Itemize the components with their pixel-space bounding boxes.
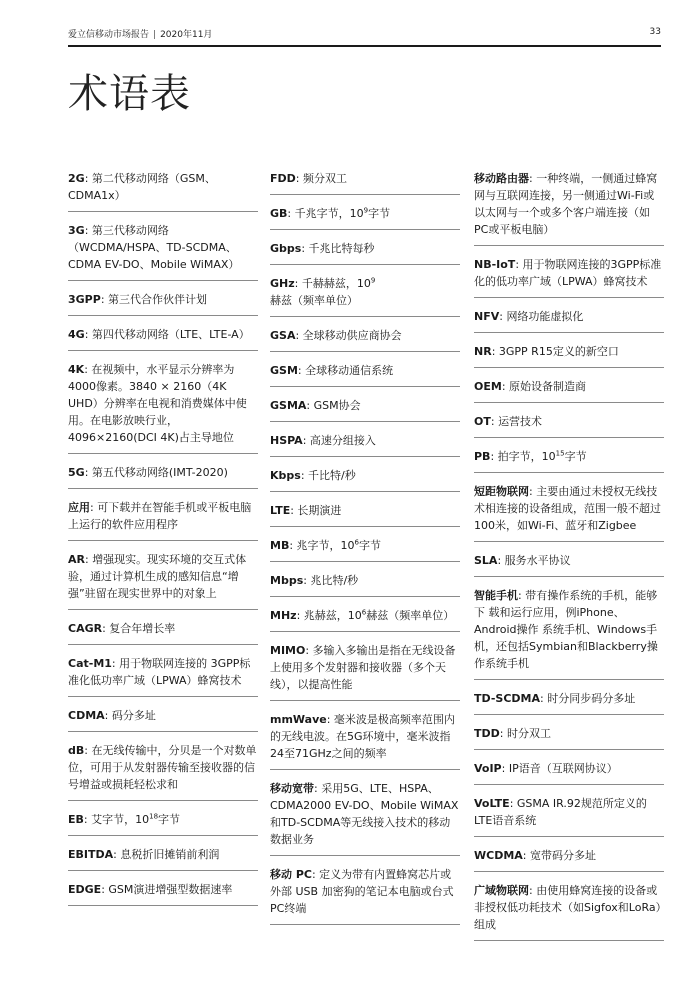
glossary-entry: CAGR: 复合年增长率	[68, 617, 258, 645]
glossary-term: mmWave	[270, 713, 327, 726]
glossary-term: 5G	[68, 466, 85, 479]
glossary-entry: MIMO: 多输入多输出是指在无线设备上使用多个发射器和接收器（多个天线），以提高性能	[270, 639, 460, 701]
glossary-definition: 拍字节，10	[497, 450, 556, 463]
glossary-definition: 定义为带有内置蜂窝芯片或外部 USB 加密狗的笔记本电脑或台式PC终端	[270, 868, 454, 915]
glossary-term: 3GPP	[68, 293, 101, 306]
glossary-definition: IP语音（互联网协议）	[508, 762, 618, 775]
glossary-entry: GSMA: GSM协会	[270, 394, 460, 422]
glossary-entry: AR: 增强现实。现实环境的交互式体验，通过计算机生成的感知信息“增强”驻留在现实世界中的对象上	[68, 548, 258, 610]
header-rule	[68, 45, 661, 47]
glossary-entry: GSM: 全球移动通信系统	[270, 359, 460, 387]
glossary-term: Mbps	[270, 574, 304, 587]
exponent: 6	[361, 608, 367, 617]
glossary-entry: Gbps: 千兆比特每秒	[270, 237, 460, 265]
glossary-entry: 3G: 第三代移动网络（WCDMA/HSPA、TD-SCDMA、CDMA EV-DO、Mobile WiMAX）	[68, 219, 258, 281]
glossary-term: VoLTE	[474, 797, 510, 810]
glossary-term: 4G	[68, 328, 85, 341]
glossary-entry: 3GPP: 第三代合作伙伴计划	[68, 288, 258, 316]
glossary-entry: OEM: 原始设备制造商	[474, 375, 664, 403]
glossary-definition: 第五代移动网络(IMT-2020)	[91, 466, 228, 479]
glossary-entry: 移动宽带: 采用5G、LTE、HSPA、CDMA2000 EV-DO、Mobile WiMAX和TD-SCDMA等无线接入技术的移动数据业务	[270, 777, 460, 856]
glossary-entry: 5G: 第五代移动网络(IMT-2020)	[68, 461, 258, 489]
glossary-entry: 应用: 可下载并在智能手机或平板电脑上运行的软件应用程序	[68, 496, 258, 541]
glossary-term: 广域物联网	[474, 884, 529, 897]
glossary-definition: 第二代移动网络（GSM、CDMA1x）	[68, 172, 216, 202]
glossary-term: GSMA	[270, 399, 307, 412]
glossary-entry: Mbps: 兆比特/秒	[270, 569, 460, 597]
glossary-definition: 高速分组接入	[309, 434, 376, 447]
page-header	[68, 27, 661, 41]
glossary-definition: 千兆比特每秒	[308, 242, 375, 255]
glossary-term: OT	[474, 415, 491, 428]
glossary-entry: 移动 PC: 定义为带有内置蜂窝芯片或外部 USB 加密狗的笔记本电脑或台式PC终端	[270, 863, 460, 925]
glossary-definition: 时分双工	[506, 727, 551, 740]
glossary-term: SLA	[474, 554, 498, 567]
glossary-definition-suffix: 赫兹（频率单位）	[366, 609, 455, 622]
glossary-entry: 短距物联网: 主要由通过未授权无线技术相连接的设备组成，范围一般不超过100米，如Wi-Fi、蓝牙和Zigbee	[474, 480, 664, 542]
glossary-term: GSA	[270, 329, 296, 342]
glossary-definition: GSM协会	[313, 399, 361, 412]
glossary-term: 短距物联网	[474, 485, 529, 498]
glossary-definition: 时分同步码分多址	[547, 692, 636, 705]
glossary-term: OEM	[474, 380, 502, 393]
glossary-entry: NB-IoT: 用于物联网连接的3GPP标准化的低功率广域（LPWA）蜂窝技术	[474, 253, 664, 298]
glossary-entry: CDMA: 码分多址	[68, 704, 258, 732]
glossary-definition: 原始设备制造商	[509, 380, 587, 393]
glossary-definition: 用于物联网连接的 3GPP标准化低功率广域（LPWA）蜂窝技术	[68, 657, 251, 687]
glossary-term: WCDMA	[474, 849, 523, 862]
glossary-definition: 第三代合作伙伴计划	[108, 293, 208, 306]
glossary-term: EDGE	[68, 883, 102, 896]
glossary-definition: 兆赫兹，10	[303, 609, 362, 622]
glossary-entry: GHz: 千赫赫兹，$10^9$赫兹（频率单位）	[270, 272, 460, 317]
glossary-entry: VoLTE: GSMA IR.92规范所定义的LTE语音系统	[474, 792, 664, 837]
glossary-term: VoIP	[474, 762, 502, 775]
glossary-entry: SLA: 服务水平协议	[474, 549, 664, 577]
glossary-term: TDD	[474, 727, 500, 740]
glossary-definition: 码分多址	[111, 709, 156, 722]
glossary-definition: GSMA IR.92规范所定义的LTE语音系统	[474, 797, 647, 827]
glossary-definition: 可下载并在智能手机或平板电脑上运行的软件应用程序	[68, 501, 252, 531]
glossary-definition: 艾字节，10	[91, 813, 150, 826]
glossary-term: NFV	[474, 310, 500, 323]
glossary-definition: 兆比特/秒	[310, 574, 359, 587]
glossary-definition: 全球移动供应商协会	[302, 329, 402, 342]
glossary-definition: 运营技术	[498, 415, 543, 428]
glossary-term: PB	[474, 450, 491, 463]
glossary-definition: 采用5G、LTE、HSPA、CDMA2000 EV-DO、Mobile WiMAX和TD-SCDMA等无线接入技术的移动数据业务	[270, 782, 459, 846]
glossary-term: Kbps	[270, 469, 301, 482]
glossary-definition: 在无线传输中，分贝是一个对数单位，可用于从发射器传输至接收器的信号增益或损耗轻松求和	[68, 744, 257, 791]
glossary-definition-suffix: 赫兹（频率单位）	[270, 294, 358, 307]
glossary-definition-suffix: 字节	[359, 539, 382, 552]
exponent: 6	[354, 538, 360, 547]
glossary-term: GHz	[270, 277, 295, 290]
glossary-definition: 千比特/秒	[308, 469, 356, 482]
glossary-term: CAGR	[68, 622, 103, 635]
exponent: 9	[370, 276, 376, 285]
exponent: 9	[363, 206, 369, 215]
glossary-term: 移动 PC	[270, 868, 312, 881]
glossary-term: MB	[270, 539, 290, 552]
glossary-term: HSPA	[270, 434, 303, 447]
glossary-definition: 息税折旧摊销前利润	[120, 848, 220, 861]
glossary-term: EB	[68, 813, 84, 826]
glossary-term: Gbps	[270, 242, 302, 255]
glossary-term: CDMA	[68, 709, 105, 722]
glossary-definition: 服务水平协议	[504, 554, 571, 567]
glossary-definition: 复合年增长率	[109, 622, 176, 635]
glossary-term: EBITDA	[68, 848, 114, 861]
page-title: 术语表	[68, 71, 191, 117]
glossary-entry: EDGE: GSM演进增强型数据速率	[68, 878, 258, 906]
glossary-entry: FDD: 频分双工	[270, 167, 460, 195]
glossary-definition: 频分双工	[302, 172, 347, 185]
glossary-term: 应用	[68, 501, 90, 514]
glossary-definition: 兆字节，10	[296, 539, 355, 552]
glossary-entry: EB: 艾字节，$10^{18}$字节	[68, 808, 258, 836]
glossary-definition: 千兆字节，10	[294, 207, 364, 220]
glossary-term: 智能手机	[474, 589, 518, 602]
glossary-entry: GSA: 全球移动供应商协会	[270, 324, 460, 352]
glossary-term: LTE	[270, 504, 291, 517]
glossary-entry: 4G: 第四代移动网络（LTE、LTE-A）	[68, 323, 258, 351]
glossary-entry: VoIP: IP语音（互联网协议）	[474, 757, 664, 785]
glossary-entry: MB: 兆字节，$10^6$字节	[270, 534, 460, 562]
glossary-definition: 第四代移动网络（LTE、LTE-A）	[91, 328, 250, 341]
glossary-definition-suffix: 字节	[368, 207, 391, 220]
glossary-entry: 移动路由器: 一种终端，一侧通过蜂窝网与互联网连接，另一侧通过Wi-Fi或以太网与一个或多个客户端连接（如PC或平板电脑）	[474, 167, 664, 246]
glossary-column-2	[270, 167, 460, 932]
glossary-term: 移动宽带	[270, 782, 314, 795]
glossary-entry: dB: 在无线传输中，分贝是一个对数单位，可用于从发射器传输至接收器的信号增益或损耗轻松求和	[68, 739, 258, 801]
glossary-term: MHz	[270, 609, 297, 622]
glossary-entry: TD-SCDMA: 时分同步码分多址	[474, 687, 664, 715]
glossary-term: GB	[270, 207, 288, 220]
glossary-definition: 网络功能虚拟化	[506, 310, 584, 323]
glossary-entry: mmWave: 毫米波是极高频率范围内的无线电波。在5G环境中，毫米波指24至71GHz之间的频率	[270, 708, 460, 770]
glossary-entry: Cat-M1: 用于物联网连接的 3GPP标准化低功率广域（LPWA）蜂窝技术	[68, 652, 258, 697]
glossary-definition: 长期演进	[297, 504, 342, 517]
glossary-entry: Kbps: 千比特/秒	[270, 464, 460, 492]
glossary-term: AR	[68, 553, 85, 566]
glossary-entry: 广域物联网: 由使用蜂窝连接的设备或非授权低功耗技术（如Sigfox和LoRa）组成	[474, 879, 664, 941]
glossary-definition: 毫米波是极高频率范围内的无线电波。在5G环境中，毫米波指24至71GHz之间的频率	[270, 713, 455, 760]
glossary-definition: 3GPP R15定义的新空口	[498, 345, 619, 358]
page-number: 33	[649, 27, 661, 37]
glossary-definition: 第三代移动网络（WCDMA/HSPA、TD-SCDMA、CDMA EV-DO、Mobile WiMAX）	[68, 224, 240, 271]
glossary-term: GSM	[270, 364, 298, 377]
exponent: 18	[149, 812, 159, 821]
glossary-term: 4K	[68, 363, 85, 376]
glossary-entry: NFV: 网络功能虚拟化	[474, 305, 664, 333]
glossary-entry: HSPA: 高速分组接入	[270, 429, 460, 457]
glossary-term: 2G	[68, 172, 85, 185]
glossary-definition: 由使用蜂窝连接的设备或非授权低功耗技术（如Sigfox和LoRa）组成	[474, 884, 662, 931]
glossary-term: NR	[474, 345, 492, 358]
glossary-entry: PB: 拍字节，$10^{15}$字节	[474, 445, 664, 473]
glossary-definition: 带有操作系统的手机，能够下 载和运行应用，例iPhone、Android操作 系统手机、Windows手机，还包括Symbian和Blackberry操作系统手机	[474, 589, 658, 670]
header-publication: 爱立信移动市场报告 | 2020年11月	[68, 30, 213, 40]
glossary-entry: LTE: 长期演进	[270, 499, 460, 527]
exponent: 15	[555, 449, 565, 458]
glossary-column-1	[68, 167, 258, 913]
glossary-entry: GB: 千兆字节，$10^9$字节	[270, 202, 460, 230]
glossary-definition: 用于物联网连接的3GPP标准化的低功率广域（LPWA）蜂窝技术	[474, 258, 662, 288]
glossary-column-3	[474, 167, 664, 948]
glossary-definition-suffix: 字节	[564, 450, 587, 463]
glossary-term: FDD	[270, 172, 296, 185]
glossary-term: 移动路由器	[474, 172, 529, 185]
glossary-term: NB-IoT	[474, 258, 516, 271]
glossary-term: TD-SCDMA	[474, 692, 540, 705]
glossary-entry: TDD: 时分双工	[474, 722, 664, 750]
glossary-definition: 千赫赫兹，10	[301, 277, 371, 290]
glossary-definition: GSM演进增强型数据速率	[108, 883, 233, 896]
glossary-term: 3G	[68, 224, 85, 237]
glossary-entry: EBITDA: 息税折旧摊销前利润	[68, 843, 258, 871]
glossary-definition-suffix: 字节	[158, 813, 181, 826]
glossary-entry: 智能手机: 带有操作系统的手机，能够下 载和运行应用，例iPhone、Android操作 系统手机、Windows手机，还包括Symbian和Blackberry操作系统手机	[474, 584, 664, 680]
glossary-entry: 4K: 在视频中，水平显示分辨率为4000像素。3840 × 2160（4K UHD）分辨率在电视和消费媒体中使用。在电影放映行业，4096×2160(DCI 4K)占主导地位	[68, 358, 258, 454]
glossary-definition: 一种终端，一侧通过蜂窝网与互联网连接，另一侧通过Wi-Fi或以太网与一个或多个客户端连接（如PC或平板电脑）	[474, 172, 658, 236]
glossary-entry: OT: 运营技术	[474, 410, 664, 438]
glossary-entry: WCDMA: 宽带码分多址	[474, 844, 664, 872]
glossary-definition: 增强现实。现实环境的交互式体验，通过计算机生成的感知信息“增强”驻留在现实世界中的对象上	[68, 553, 247, 600]
glossary-term: dB	[68, 744, 85, 757]
glossary-definition: 主要由通过未授权无线技术相连接的设备组成，范围一般不超过100米，如Wi-Fi、蓝牙和Zigbee	[474, 485, 661, 532]
glossary-definition: 宽带码分多址	[530, 849, 596, 862]
glossary-definition: 全球移动通信系统	[305, 364, 394, 377]
glossary-entry: NR: 3GPP R15定义的新空口	[474, 340, 664, 368]
glossary-term: MIMO	[270, 644, 306, 657]
glossary-definition: 多输入多输出是指在无线设备上使用多个发射器和接收器（多个天线），以提高性能	[270, 644, 456, 691]
glossary-term: Cat-M1	[68, 657, 112, 670]
glossary-entry: MHz: 兆赫兹，$10^6$赫兹（频率单位）	[270, 604, 460, 632]
glossary-definition: 在视频中，水平显示分辨率为4000像素。3840 × 2160（4K UHD）分辨率在电视和消费媒体中使用。在电影放映行业，4096×2160(DCI 4K)占主导地位	[68, 363, 247, 444]
glossary-entry: 2G: 第二代移动网络（GSM、CDMA1x）	[68, 167, 258, 212]
